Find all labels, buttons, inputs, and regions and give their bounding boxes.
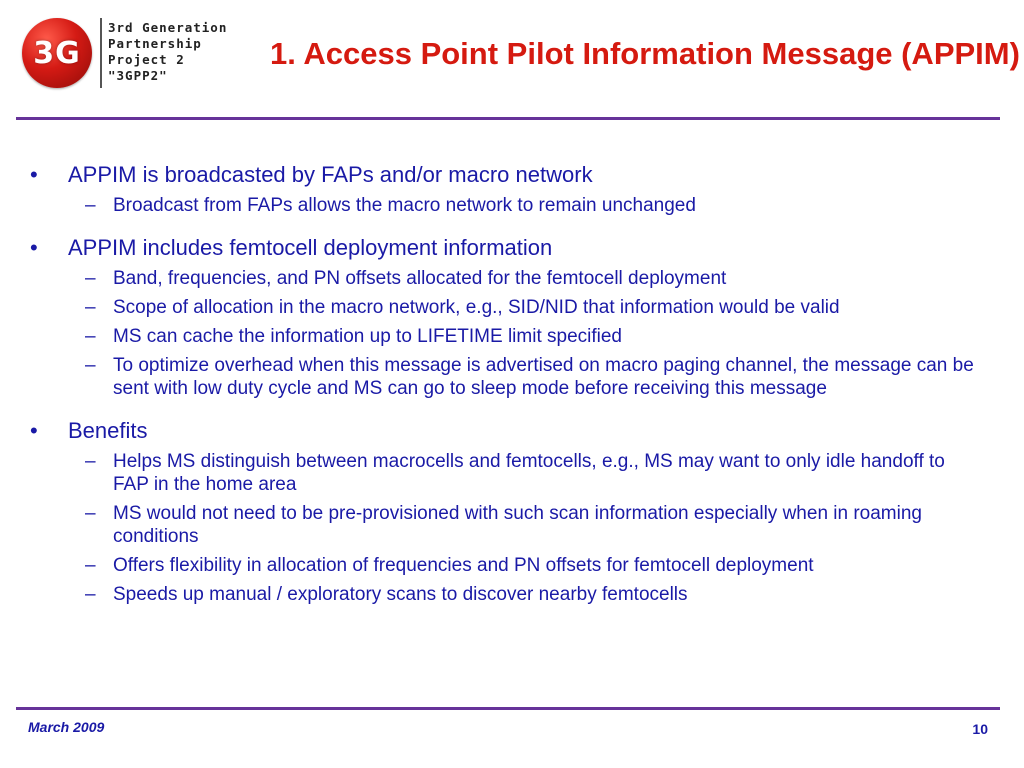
title-divider [16, 117, 1000, 120]
slide-title: 1. Access Point Pilot Information Message (APPIM) [270, 36, 1020, 71]
sub-bullet-text: MS can cache the information up to LIFETIME limit specified [113, 326, 622, 347]
footer-divider [16, 707, 1000, 710]
page-number: 10 [972, 721, 988, 737]
sub-bullet-text: Speeds up manual / exploratory scans to discover nearby femtocells [113, 584, 688, 605]
sub-bullet-item: – Offers flexibility in allocation of frequencies and PN offsets for femtocell deployment [85, 555, 814, 576]
sub-bullet-text: Band, frequencies, and PN offsets allocated for the femtocell deployment [113, 268, 727, 289]
sub-bullet-text: Broadcast from FAPs allows the macro network to remain unchanged [113, 195, 696, 216]
logo-line-1: 3rd Generation [108, 20, 228, 35]
logo-line-4: "3GPP2" [108, 68, 168, 83]
footer-date: March 2009 [28, 719, 105, 735]
sub-bullet-item: – Band, frequencies, and PN offsets allocated for the femtocell deployment [85, 268, 727, 289]
bullet-item: • Benefits [30, 418, 148, 443]
logo-line-3: Project 2 [108, 52, 185, 67]
bullet-item: • APPIM includes femtocell deployment information [30, 235, 553, 260]
sub-bullet-item: – To optimize overhead when this message is advertised on macro paging channel, the message can be sent with low duty cycle and MS can go to sleep mode before receiving this message [85, 355, 974, 399]
logo-line-2: Partnership [108, 36, 202, 51]
sub-bullet-text: Helps MS distinguish between macrocells and femtocells, e.g., MS may want to only idle handoff to FAP in the home area [113, 451, 945, 495]
logo-mark: 3G [33, 36, 81, 71]
sub-bullet-item: – MS would not need to be pre-provisioned with such scan information especially when in roaming conditions [85, 503, 922, 547]
sub-bullet-text: Offers flexibility in allocation of frequencies and PN offsets for femtocell deployment [113, 555, 814, 576]
sub-bullet-item: – MS can cache the information up to LIFETIME limit specified [85, 326, 622, 347]
sub-bullet-item: – Speeds up manual / exploratory scans to discover nearby femtocells [85, 584, 688, 605]
sub-bullet-item: – Helps MS distinguish between macrocells and femtocells, e.g., MS may want to only idle handoff to FAP in the home area [85, 451, 945, 495]
bullet-item: • APPIM is broadcasted by FAPs and/or macro network [30, 162, 593, 187]
sub-bullet-text: To optimize overhead when this message is advertised on macro paging channel, the message can be sent with low duty cycle and MS can go to sleep mode before receiving this message [113, 355, 974, 399]
sub-bullet-text: Scope of allocation in the macro network, e.g., SID/NID that information would be valid [113, 297, 840, 318]
sub-bullet-item: – Broadcast from FAPs allows the macro network to remain unchanged [85, 195, 696, 216]
bullet-text: APPIM includes femtocell deployment information [68, 235, 553, 260]
bullet-text: APPIM is broadcasted by FAPs and/or macro network [68, 162, 593, 187]
sub-bullet-text: MS would not need to be pre-provisioned with such scan information especially when in roaming conditions [113, 503, 922, 547]
sub-bullet-item: – Scope of allocation in the macro network, e.g., SID/NID that information would be valid [85, 297, 840, 318]
bullet-text: Benefits [68, 418, 148, 443]
slide-body [30, 162, 985, 606]
logo-divider [100, 18, 102, 88]
